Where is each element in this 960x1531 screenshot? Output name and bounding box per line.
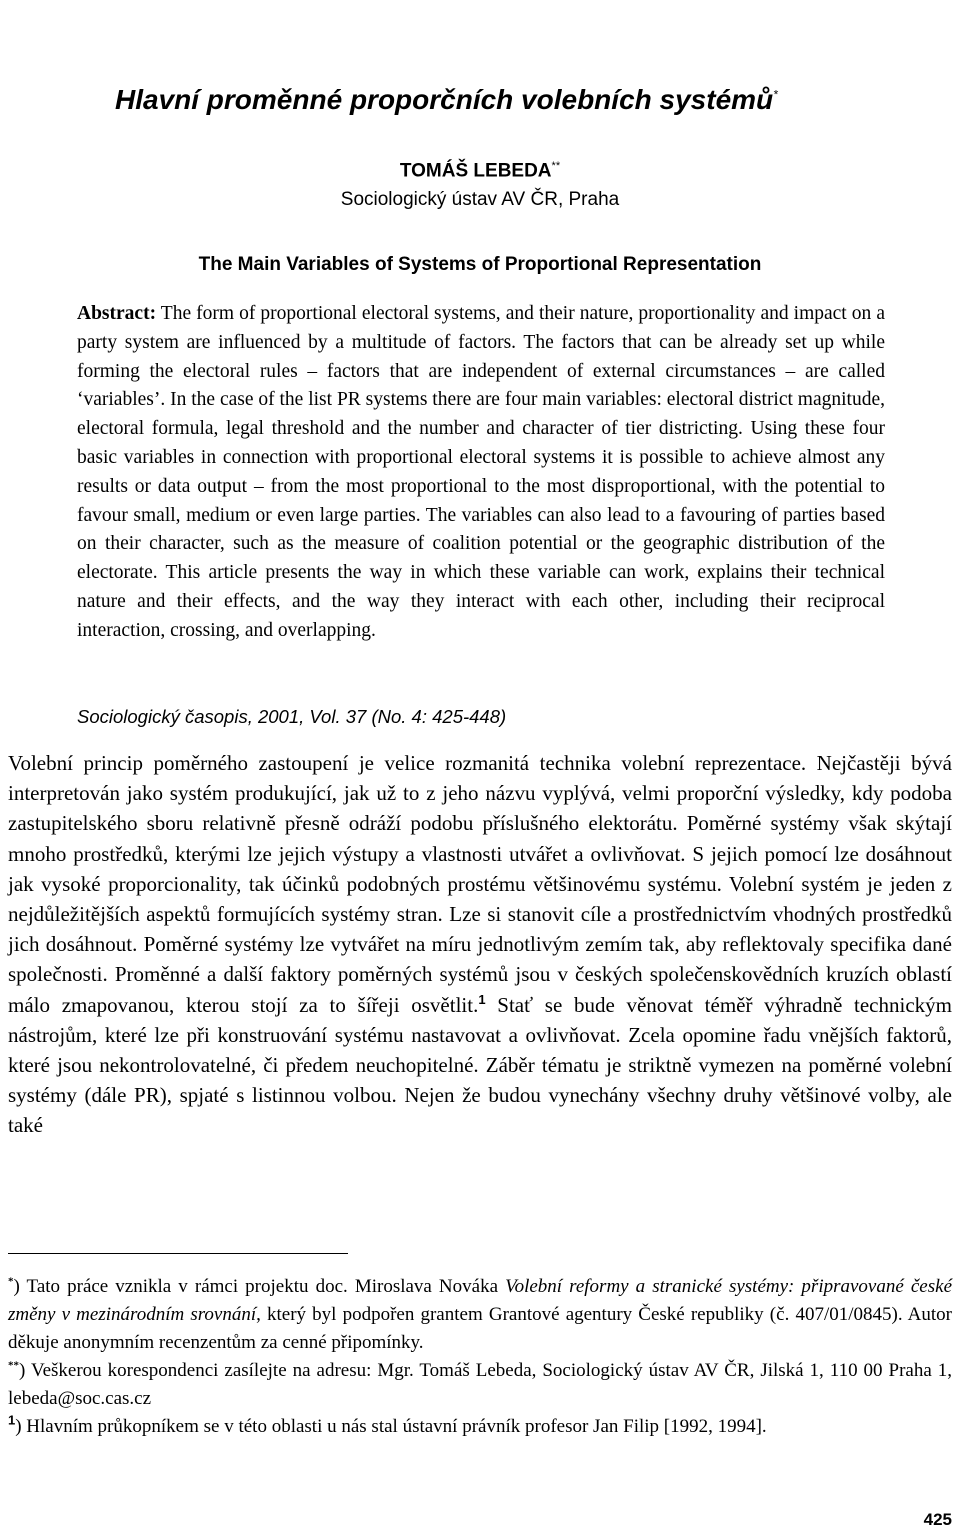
title-text: Hlavní proměnné proporčních volebních systémů	[115, 84, 774, 115]
english-title: The Main Variables of Systems of Proportional Representation	[198, 254, 762, 275]
page-number: 425	[923, 1510, 952, 1529]
journal-citation: Sociologický časopis, 2001, Vol. 37 (No. 4: 425-448)	[77, 706, 507, 727]
title-footnote-mark: *	[773, 87, 778, 102]
abstract-label: Abstract:	[77, 303, 157, 324]
footnotes	[8, 1273, 952, 1441]
footnote-1-text-a: ) Tato práce vznikla v rámci projektu doc. Miroslava Nováka	[13, 1276, 506, 1297]
footnote-divider	[8, 1253, 348, 1254]
author-text: TOMÁŠ LEBEDA	[399, 160, 552, 182]
footnote-3-text: ) Hlavním průkopníkem se v této oblasti u nás stal ústavní právník profesor Jan Filip [1992, 1994].	[15, 1416, 767, 1437]
author-affiliation: Sociologický ústav AV ČR, Praha	[340, 189, 620, 210]
footnote-2-mark: **	[8, 1359, 19, 1372]
body-paragraph	[8, 748, 952, 1141]
article-title	[115, 84, 915, 116]
footnote-1	[8, 1273, 952, 1357]
footnote-ref-1: 1	[478, 991, 486, 1007]
body-text-part1: Volební princip poměrného zastoupení je velice rozmanitá technika volební reprezentace. Nejčastěji bývá interpretován jako systém produkující, jak už to z jeho názvu vyplývá, velmi proporční výsledky, kdy podoba zastupitelského sboru relativně přesně odráží podobu příslušného elektorátu. Poměrné systémy však skýtají mnoho prostředků, kterými lze jejich výstupy a vlastnosti utvářet a ovlivňovat. S jejich pomocí lze dosáhnout jak vysoké proporcionality, tak účinků podobných prostému většinovému systému. Volební systém je jeden z nejdůležitějších aspektů formujících systémy stran. Lze si stanovit cíle a prostřednictvím vhodných prostředků jich dosáhnout. Poměrné systémy lze vytvářet na míru jednotlivým zemím tak, aby reflektovaly specifika dané společnosti. Proměnné a další faktory poměrných systémů jsou v českých společenskovědních kruzích oblastí málo zmapovanou, kterou stojí za to šířeji osvětlit.	[8, 751, 952, 1017]
footnote-1-text-b: , který byl podpořen grantem Grantové agentury České republiky (č. 407/01/0845). Autor děkuje anonymním recenzentům za cenné připomínky.	[8, 1304, 952, 1353]
author-name	[0, 160, 960, 182]
body-text-part2: Stať se bude věnovat téměř výhradně technickým nástrojům, které lze při konstruování systému nastavovat a ovlivňovat. Zcela opomine řadu vnějších faktorů, které jsou nekontrolovatelné, či předem neuchopitelné. Záběr tématu je striktně vymezen na poměrné volební systémy (dále PR), spjaté s listinnou volbou. Nejen že budou vynechány všechny druhy většinové volby, ale také	[8, 992, 952, 1138]
abstract	[77, 300, 885, 646]
footnote-1-italic: Volební reformy a stranické systémy: připravované české změny v mezinárodním srovnání	[8, 1276, 952, 1325]
footnote-3	[8, 1413, 952, 1441]
footnote-2-text: ) Veškerou korespondenci zasílejte na adresu: Mgr. Tomáš Lebeda, Sociologický ústav AV ČR, Jilská 1, 110 00 Praha 1, lebeda@soc.cas.cz	[8, 1360, 952, 1409]
abstract-text: The form of proportional electoral systems, and their nature, proportionality and impact on a party system are influenced by a multitude of factors. The factors that can be already set up while forming the electoral rules – factors that are independent of external circumstances – are called ‘variables’. In the case of the list PR systems there are four main variables: electoral district magnitude, electoral formula, legal threshold and the number and character of tier districting. Using these four basic variables in connection with proportional electoral systems it is possible to achieve almost any results or data output – from the most proportional to the most disproportional, with the potential to favour small, medium or even large parties. The variables can also lead to a favouring of parties based on their character, such as the measure of coalition potential or the geographic distribution of the electorate. This article presents the way in which these variable can work, explains their technical nature and their effects, and the way they interact with each other, including their reciprocal interaction, crossing, and overlapping.	[77, 303, 885, 641]
footnote-3-mark: 1	[8, 1412, 16, 1428]
footnote-1-mark: *	[8, 1275, 14, 1288]
footnote-2	[8, 1357, 952, 1413]
author-footnote-mark: **	[551, 160, 561, 172]
